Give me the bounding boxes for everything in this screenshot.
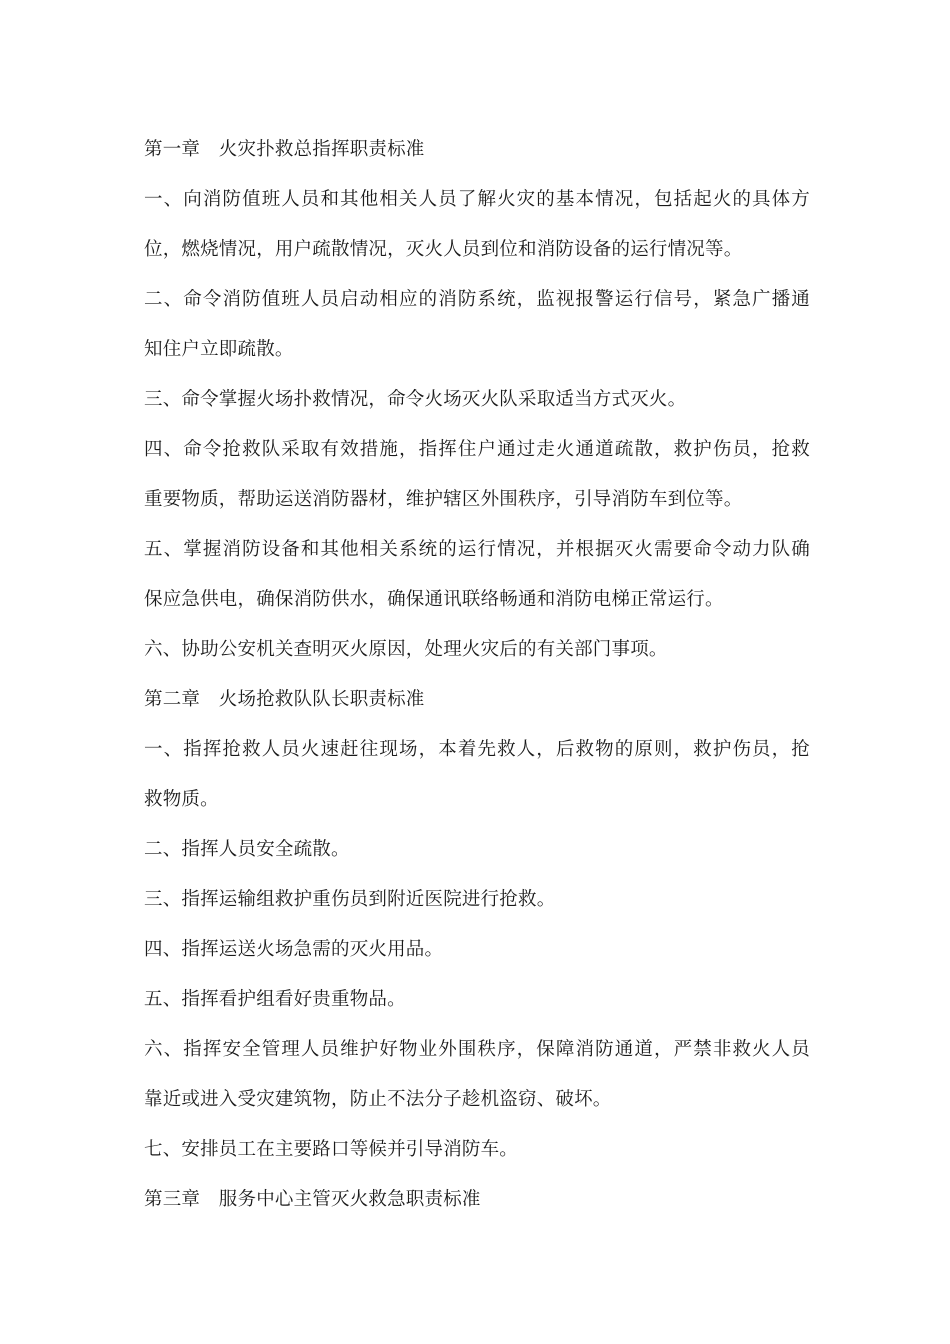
paragraph-line: 救物质。 — [144, 789, 219, 810]
chapter-2-heading: 第二章 火场抢救队队长职责标准 — [144, 689, 425, 710]
paragraph-line: 重要物质，帮助运送消防器材，维护辖区外围秩序，引导消防车到位等。 — [144, 489, 743, 510]
paragraph-line: 靠近或进入受灾建筑物，防止不法分子趁机盗窃、破坏。 — [144, 1089, 612, 1110]
paragraph-line: 一、指挥抢救人员火速赶往现场，本着先救人，后救物的原则，救护伤员，抢 — [144, 739, 810, 760]
paragraph-line: 二、指挥人员安全疏散。 — [144, 839, 350, 860]
paragraph-line: 四、指挥运送火场急需的灭火用品。 — [144, 939, 444, 960]
paragraph-line: 五、指挥看护组看好贵重物品。 — [144, 989, 406, 1010]
paragraph-line: 六、指挥安全管理人员维护好物业外围秩序，保障消防通道，严禁非救火人员 — [144, 1039, 810, 1060]
paragraph-line: 位，燃烧情况，用户疏散情况，灭火人员到位和消防设备的运行情况等。 — [144, 239, 743, 260]
paragraph-line: 三、命令掌握火场扑救情况，命令火场灭火队采取适当方式灭火。 — [144, 389, 687, 410]
paragraph-line: 六、协助公安机关查明灭火原因，处理火灾后的有关部门事项。 — [144, 639, 668, 660]
chapter-1-heading: 第一章 火灾扑救总指挥职责标准 — [144, 139, 425, 160]
chapter-3-heading: 第三章 服务中心主管灭火救急职责标准 — [144, 1189, 481, 1210]
paragraph-line: 二、命令消防值班人员启动相应的消防系统，监视报警运行信号，紧急广播通 — [144, 289, 810, 310]
document-body — [144, 125, 810, 1225]
paragraph-line: 一、向消防值班人员和其他相关人员了解火灾的基本情况，包括起火的具体方 — [144, 189, 810, 210]
paragraph-line: 七、安排员工在主要路口等候并引导消防车。 — [144, 1139, 519, 1160]
paragraph-line: 知住户立即疏散。 — [144, 339, 294, 360]
paragraph-line: 保应急供电，确保消防供水，确保通讯联络畅通和消防电梯正常运行。 — [144, 589, 724, 610]
paragraph-line: 五、掌握消防设备和其他相关系统的运行情况，并根据灭火需要命令动力队确 — [144, 539, 810, 560]
paragraph-line: 四、命令抢救队采取有效措施，指挥住户通过走火通道疏散，救护伤员，抢救 — [144, 439, 810, 460]
paragraph-line: 三、指挥运输组救护重伤员到附近医院进行抢救。 — [144, 889, 556, 910]
